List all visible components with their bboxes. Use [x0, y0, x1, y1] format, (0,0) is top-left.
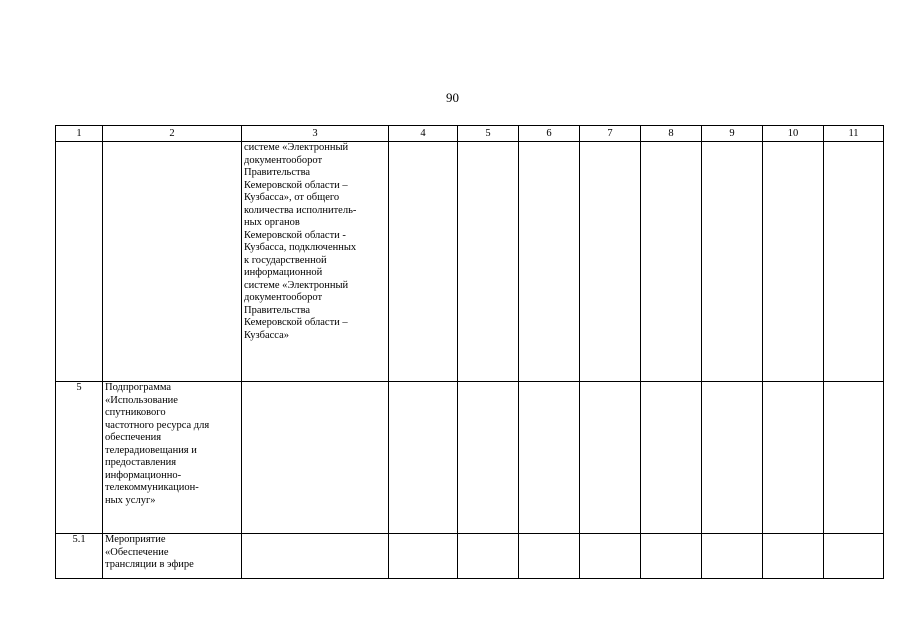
header-col-3: 3	[242, 126, 389, 142]
value-cell	[458, 142, 519, 382]
name-text-line: частотного ресурса для	[105, 419, 210, 431]
name-text-line: телекоммуникацион-	[105, 482, 199, 493]
header-col-10: 10	[763, 126, 824, 142]
value-cell	[824, 382, 884, 534]
value-cell	[641, 382, 702, 534]
indicator-text-line: Кузбасса, подключенных	[244, 242, 357, 253]
row-indicator-cell	[242, 142, 389, 382]
value-cell	[702, 382, 763, 534]
indicator-text-line: системе «Электронный	[244, 279, 349, 291]
indicator-text-line: к государственной	[244, 254, 327, 266]
indicator-text-line: документооборот	[244, 292, 323, 303]
indicator-text-line: ных органов	[244, 217, 300, 228]
value-cell	[641, 534, 702, 579]
name-text-line: ных услуг»	[105, 494, 156, 506]
indicator-text-line: Правительства	[244, 304, 311, 316]
value-cell	[824, 534, 884, 579]
value-cell	[519, 142, 580, 382]
indicator-text-line: Кемеровской области –	[244, 179, 348, 191]
header-col-9: 9	[702, 126, 763, 142]
header-col-2: 2	[103, 126, 242, 142]
name-text-line: предоставления	[105, 457, 177, 468]
indicator-text-line: количества исполнитель-	[244, 204, 357, 216]
row-number-cell	[56, 142, 103, 382]
name-text-line: спутникового	[105, 407, 166, 418]
value-cell	[389, 534, 458, 579]
value-cell	[580, 142, 641, 382]
row-indicator-cell	[242, 534, 389, 579]
row-number-cell: 5	[56, 382, 103, 534]
header-col-8: 8	[641, 126, 702, 142]
value-cell	[580, 534, 641, 579]
name-text-line: трансляции в эфире	[105, 559, 194, 570]
table-row	[56, 142, 884, 382]
name-text-line: Подпрограмма	[105, 382, 172, 393]
table-row	[56, 382, 884, 534]
value-cell	[389, 382, 458, 534]
name-text-line: обеспечения	[105, 432, 162, 443]
value-cell	[702, 534, 763, 579]
value-cell	[763, 382, 824, 534]
header-col-7: 7	[580, 126, 641, 142]
header-col-5: 5	[458, 126, 519, 142]
name-text-line: «Использование	[105, 394, 178, 406]
indicator-text-line: Кемеровской области -	[244, 229, 346, 241]
value-cell	[641, 142, 702, 382]
row-number-cell: 5.1	[56, 534, 103, 579]
name-text-line: телерадиовещания и	[105, 444, 197, 456]
value-cell	[458, 382, 519, 534]
header-col-11: 11	[824, 126, 884, 142]
indicator-text-line: Кемеровской области –	[244, 317, 348, 328]
indicator-text-line: информационной	[244, 267, 323, 278]
indicator-text-line: Кузбасса», от общего	[244, 192, 340, 203]
indicator-text-line: Кузбасса»	[244, 329, 289, 341]
name-text-line: информационно-	[105, 469, 182, 481]
row-name-cell	[103, 142, 242, 382]
value-cell	[824, 142, 884, 382]
value-cell	[580, 382, 641, 534]
name-text-line: Мероприятие	[105, 534, 166, 545]
page-number: 90	[446, 90, 459, 105]
name-text-line: «Обеспечение	[105, 546, 169, 558]
indicator-text-line: документооборот	[244, 154, 323, 166]
value-cell	[702, 142, 763, 382]
table-header-row	[56, 126, 884, 142]
indicators-table	[55, 125, 884, 579]
row-name-cell	[103, 534, 242, 579]
row-name-cell	[103, 382, 242, 534]
value-cell	[763, 534, 824, 579]
row-indicator-cell	[242, 382, 389, 534]
table-row	[56, 534, 884, 579]
value-cell	[389, 142, 458, 382]
header-col-4: 4	[389, 126, 458, 142]
value-cell	[519, 382, 580, 534]
value-cell	[519, 534, 580, 579]
indicator-text-line: системе «Электронный	[244, 142, 349, 153]
indicator-text-line: Правительства	[244, 167, 311, 178]
header-col-1: 1	[56, 126, 103, 142]
header-col-6: 6	[519, 126, 580, 142]
value-cell	[763, 142, 824, 382]
value-cell	[458, 534, 519, 579]
